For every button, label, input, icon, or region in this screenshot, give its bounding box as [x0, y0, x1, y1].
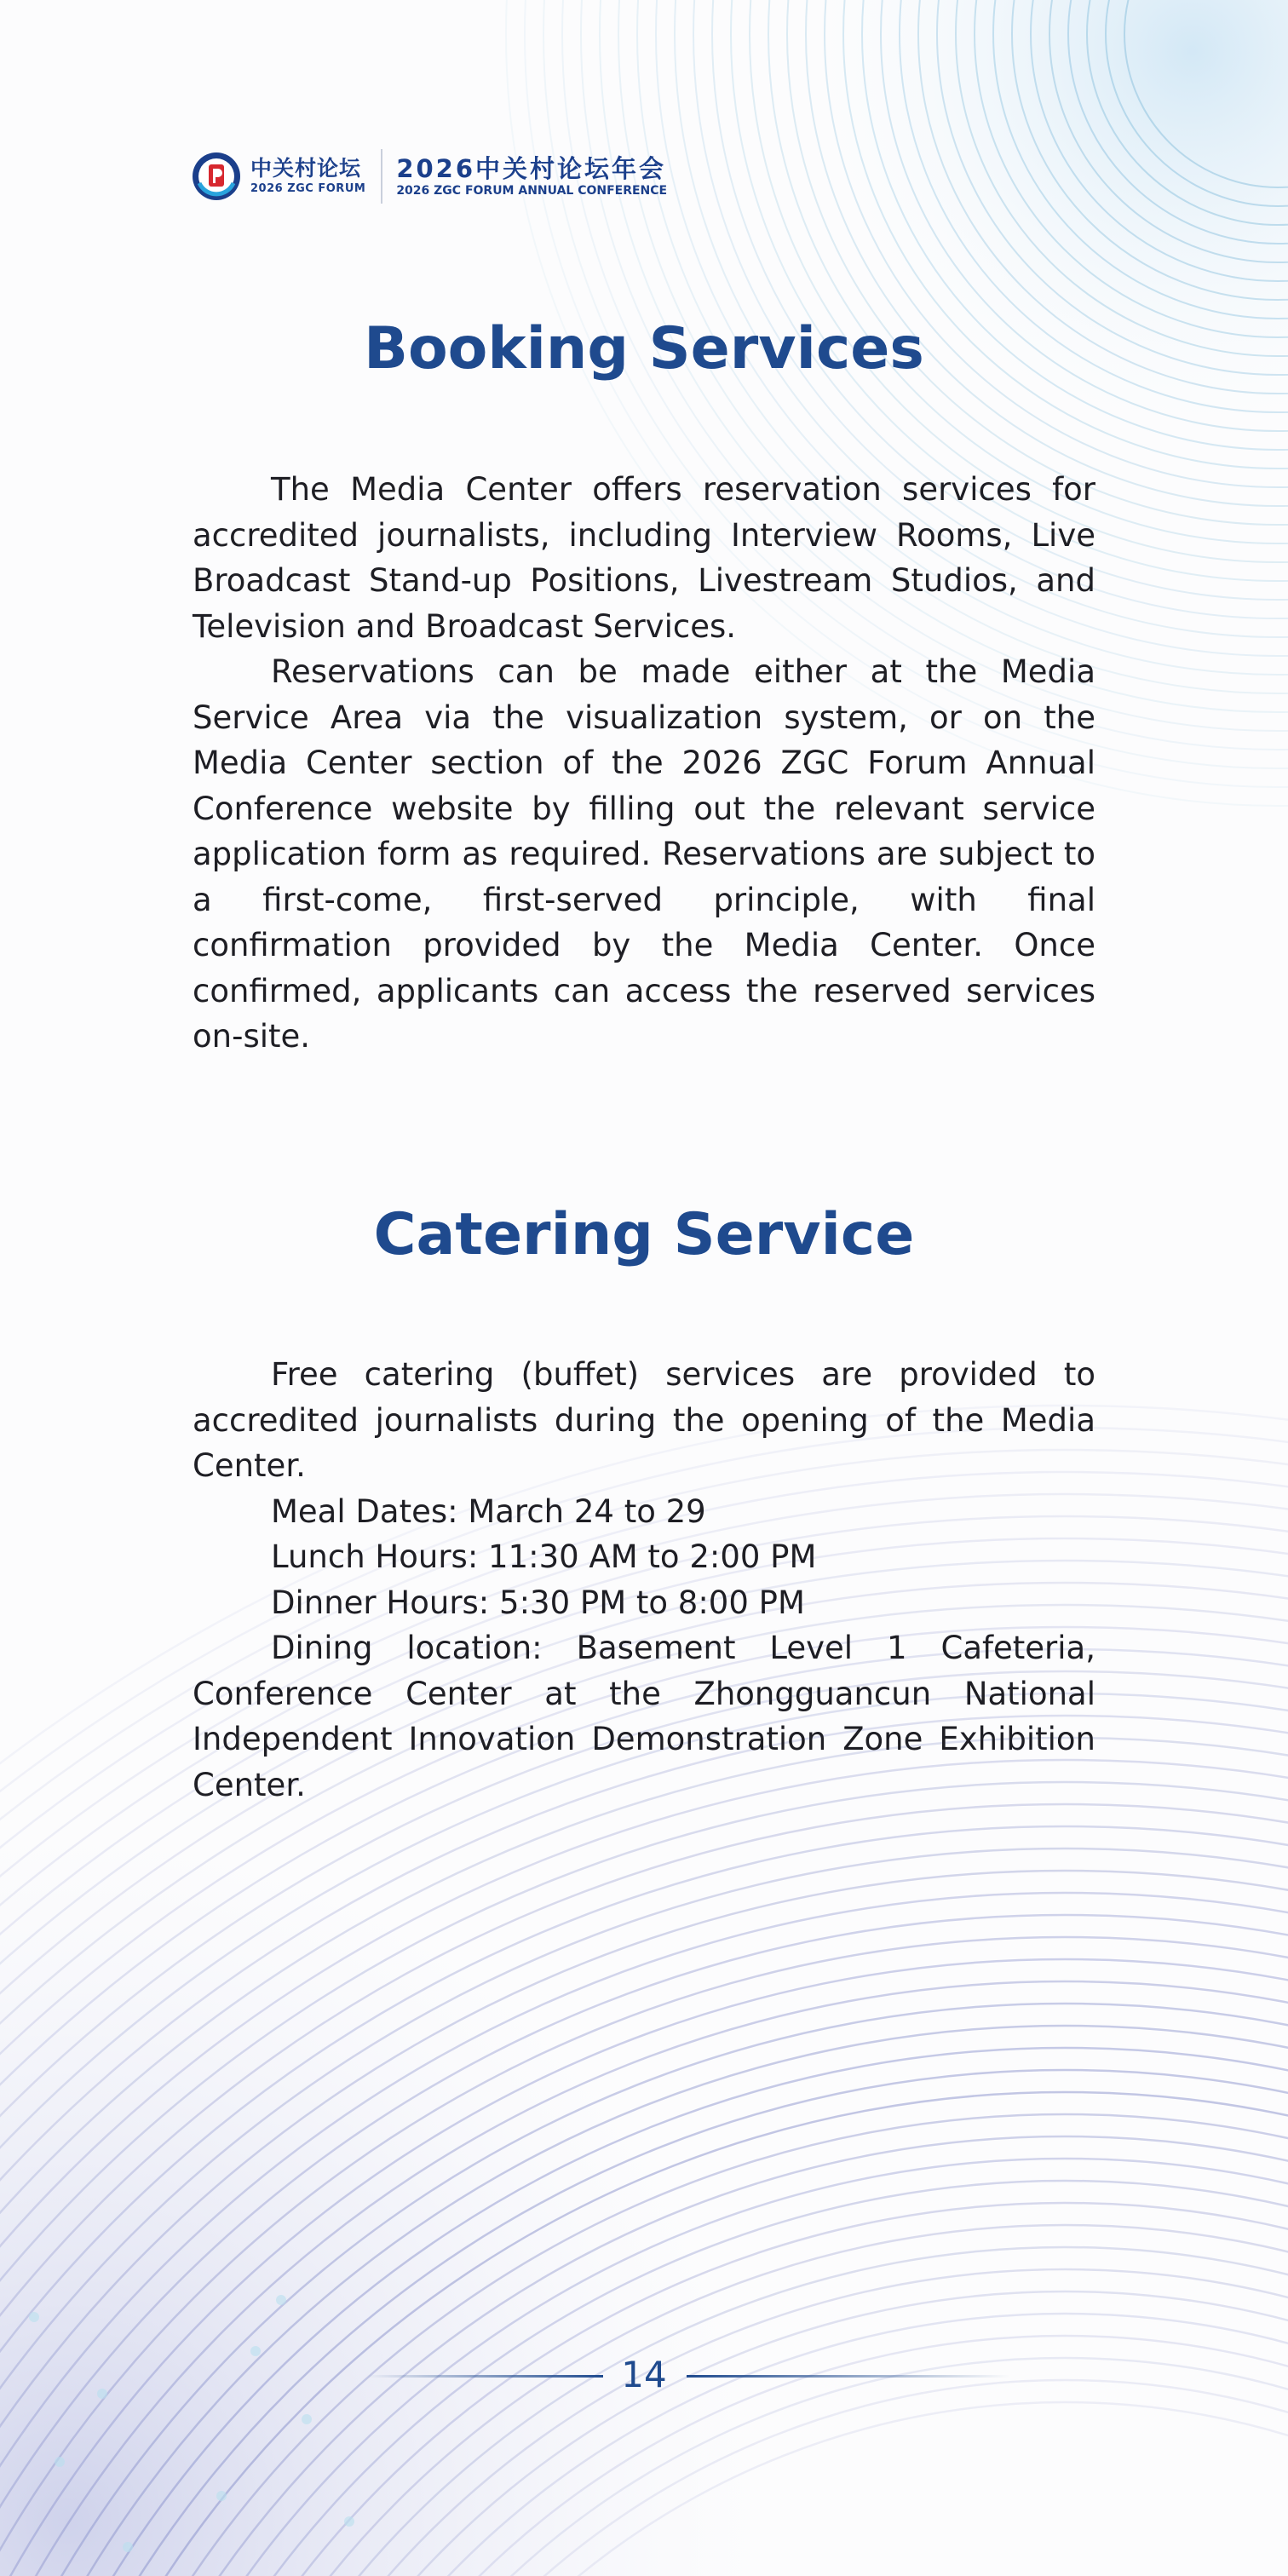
- footer-rule-right: [687, 2375, 1010, 2378]
- booking-paragraph: Reservations can be made either at the Media Service Area via the visualization system, or on the Media Center section of the 2026 ZGC Forum Annual Conference website by filling out the relevant service application form as required. Reservations are subject to a first-come, first-served principle, with final confirmation provided by the Media Center. Once confirmed, applicants can access the reserved services on-site.: [193, 653, 1095, 1055]
- lunch-hours: Lunch Hours: 11:30 AM to 2:00 PM: [271, 1538, 817, 1575]
- booking-services-body: [193, 467, 1095, 1060]
- footer-rule-left: [366, 2375, 603, 2378]
- page-number: 14: [621, 2354, 667, 2395]
- conference-name-en: 2026 ZGC FORUM ANNUAL CONFERENCE: [396, 184, 668, 198]
- decor-dot: [55, 2457, 65, 2467]
- forum-name-cn: 中关村论坛: [250, 156, 362, 181]
- booking-services-title: Booking Services: [364, 315, 924, 382]
- decor-dot: [302, 2414, 312, 2424]
- decor-dot: [123, 2542, 133, 2552]
- decor-dot: [344, 2516, 354, 2527]
- decor-dot: [29, 2312, 39, 2322]
- conference-name-block: [396, 154, 667, 198]
- forum-name-en: 2026 ZGC FORUM: [250, 182, 366, 195]
- decor-dot: [276, 2295, 286, 2305]
- conference-name-cn: 2026中关村论坛年会: [396, 154, 667, 183]
- booking-paragraph: The Media Center offers reservation services for accredited journalists, including Interview Rooms, Live Broadcast Stand-up Positions, Livestream Studios, and Television and Broadcast Services.: [193, 471, 1095, 645]
- page-footer: [0, 2349, 1288, 2401]
- dinner-hours: Dinner Hours: 5:30 PM to 8:00 PM: [271, 1584, 805, 1621]
- meal-dates: Meal Dates: March 24 to 29: [271, 1492, 706, 1530]
- forum-logo: [191, 147, 667, 206]
- decor-dot: [216, 2491, 227, 2501]
- catering-service-title: Catering Service: [373, 1201, 915, 1268]
- logo-divider: [381, 149, 382, 204]
- catering-paragraph: Free catering (buffet) services are provided to accredited journalists during the opening of the Media Center.: [193, 1356, 1095, 1484]
- zgc-forum-emblem-icon: [191, 151, 242, 202]
- catering-service-body: [193, 1352, 1095, 1808]
- dining-location: Dining location: Basement Level 1 Cafeteria, Conference Center at the Zhongguancun National Independent Innovation Demonstration Zone Exhibition Center.: [193, 1630, 1095, 1803]
- forum-name-block: [250, 156, 365, 197]
